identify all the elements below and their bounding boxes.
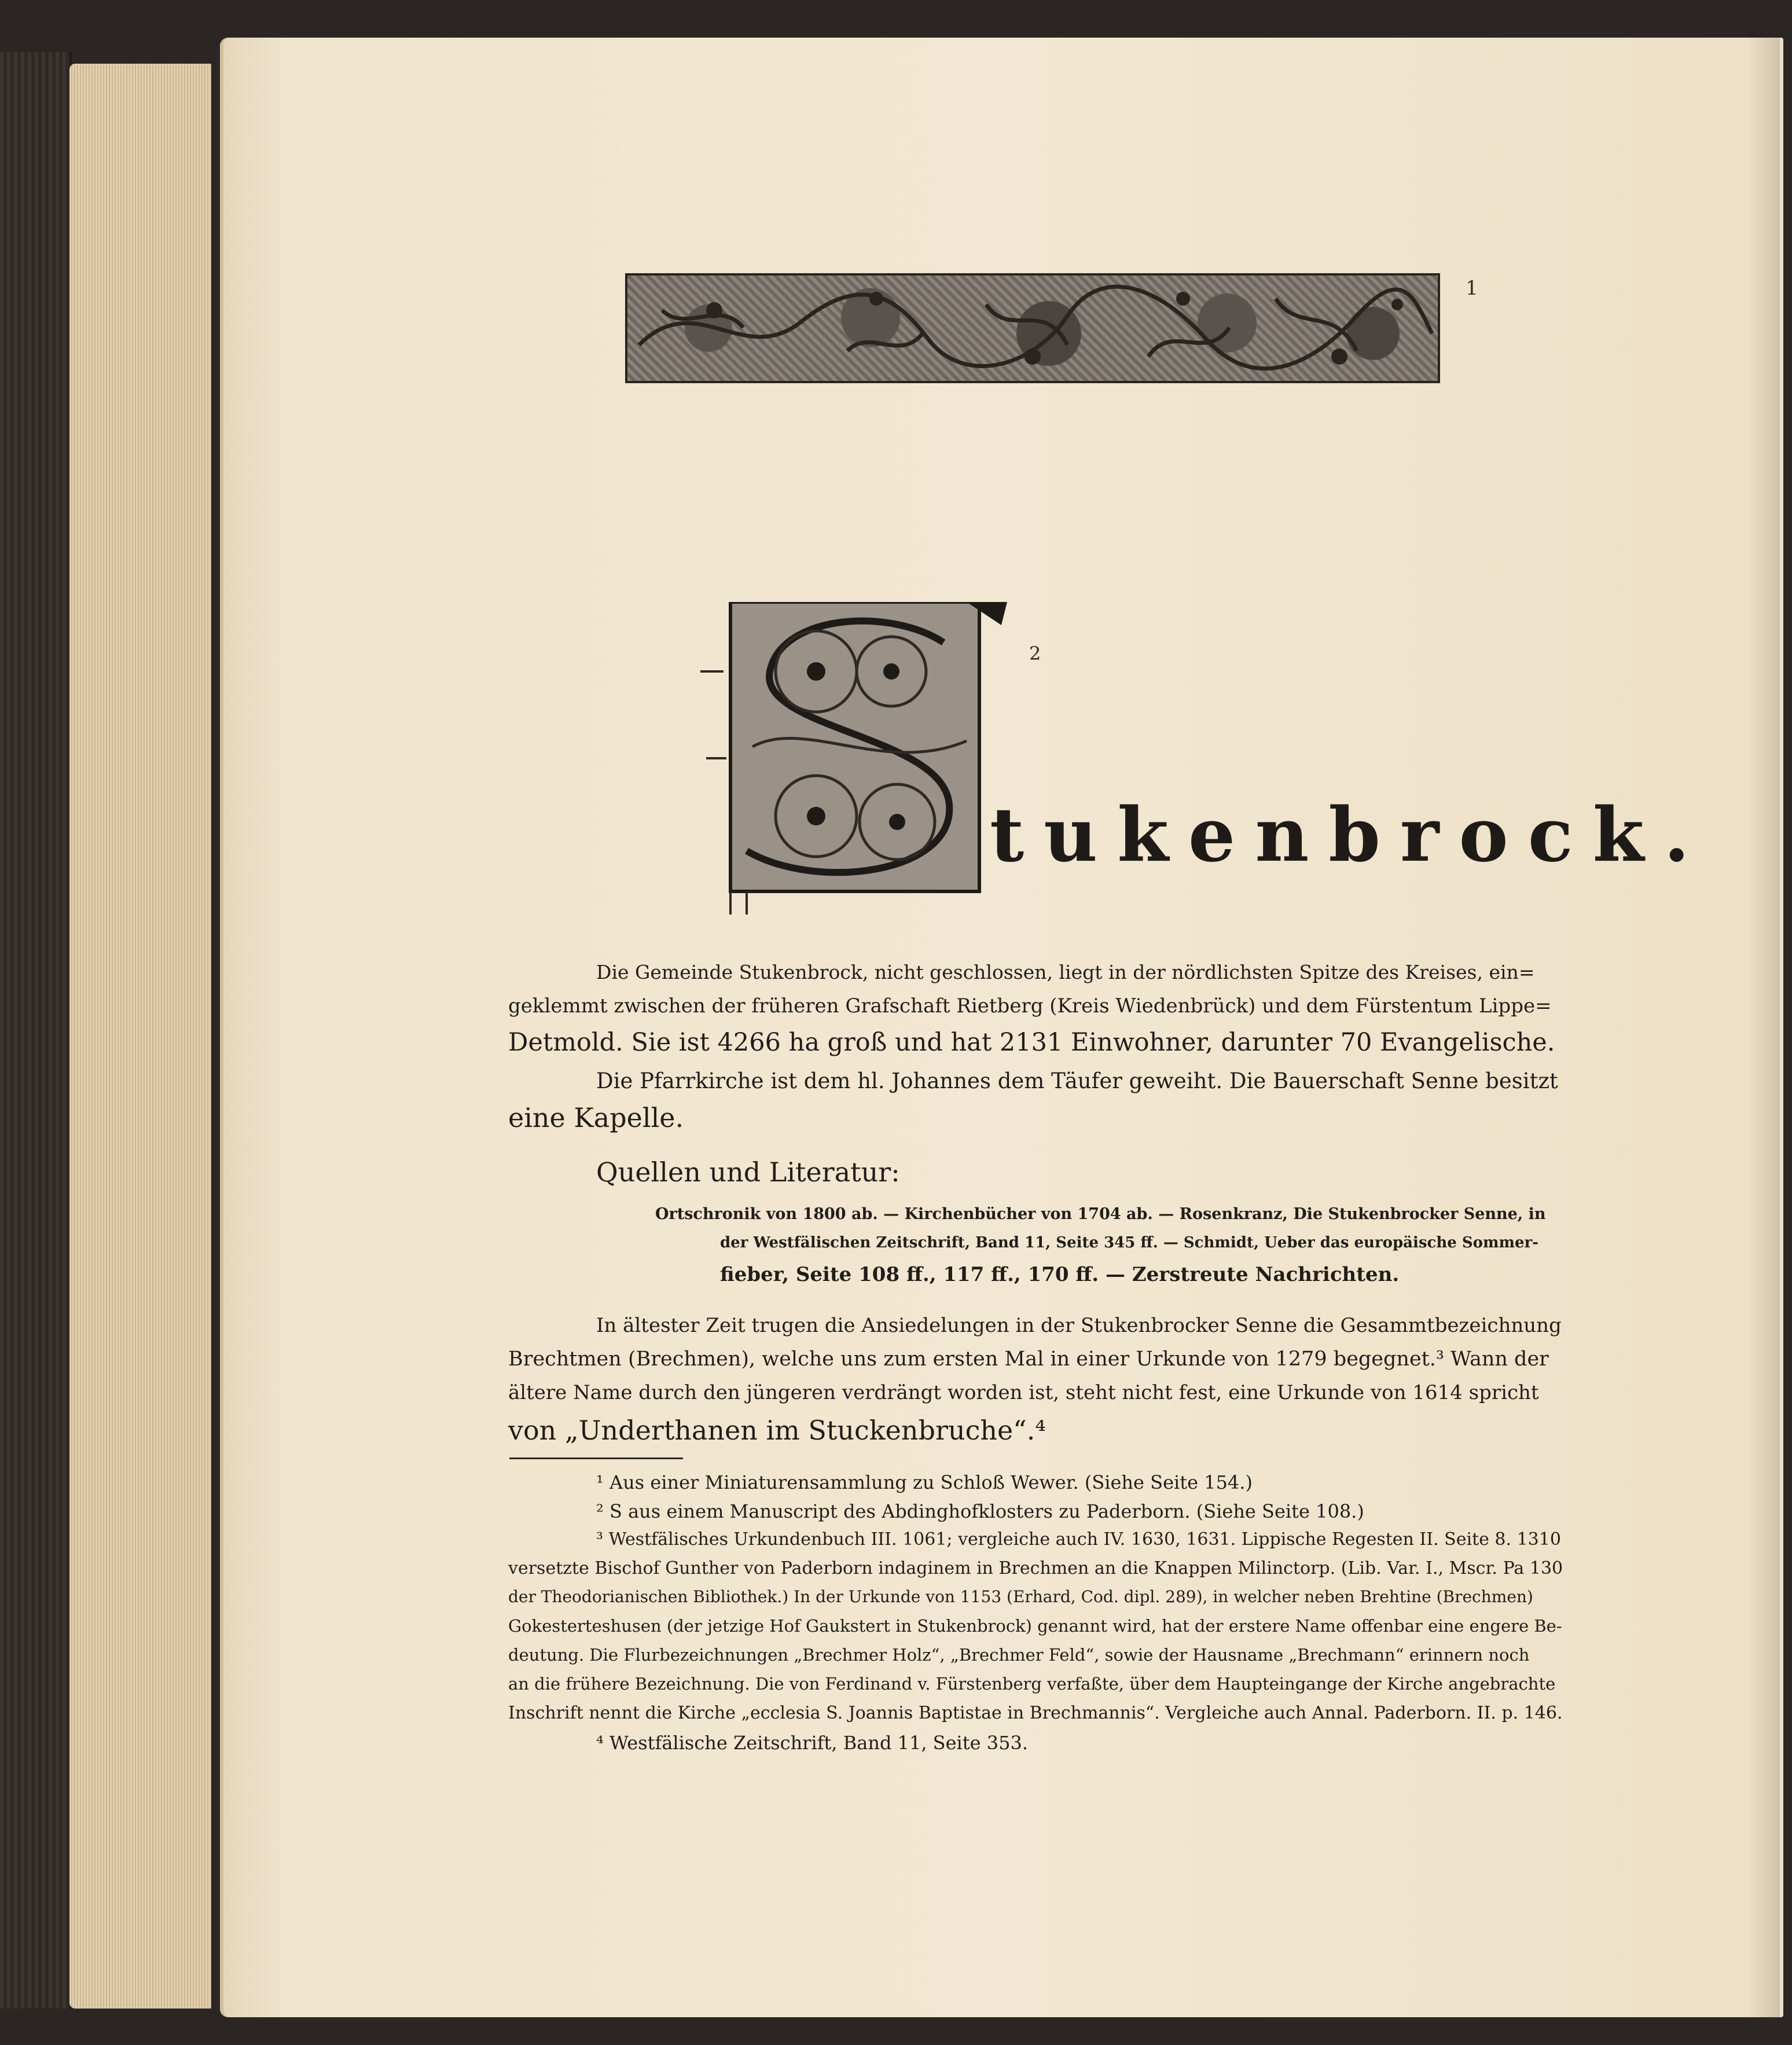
footnote-3-line-3: der Theodorianischen Bibliothek.) In der Urkunde von 1153 (Erhard, Cod. dipl. 289), in welcher neben Brehtine (Brechmen) (508, 1587, 1533, 1606)
footnote-3-line-2: versetzte Bischof Gunther von Paderborn indaginem in Brechmen an die Knappen Milinctorp. (Lib. Var. I., Mscr. Pa 130 (508, 1558, 1563, 1578)
sources-line-3: fieber, Seite 108 ff., 117 ff., 170 ff. — Zerstreute Nachrichten. (720, 1263, 1400, 1286)
page-shadow (1748, 38, 1780, 2017)
body-p3-line-1: In ältester Zeit trugen die Ansiedelungen in der Stukenbrocker Senne die Gesammtbezeichnung (596, 1314, 1562, 1337)
body-p2-line-2: eine Kapelle. (508, 1102, 684, 1133)
footnote-mark-1: 1 (1466, 277, 1478, 300)
footnote-1: ¹ Aus einer Miniaturensammlung zu Schloß Wewer. (Siehe Seite 154.) (596, 1471, 1253, 1493)
footnote-mark-2: 2 (1029, 642, 1041, 664)
body-p1-line-3: Detmold. Sie ist 4266 ha groß und hat 2131 Einwohner, darunter 70 Evangelische. (508, 1028, 1555, 1057)
footnote-3-line-1: ³ Westfälisches Urkundenbuch III. 1061; vergleiche auch IV. 1630, 1631. Lippische Regesten II. Seite 8. 1310 (596, 1529, 1561, 1550)
footnote-3-line-6: an die frühere Bezeichnung. Die von Ferdinand v. Fürstenberg verfaßte, über dem Haupteingange der Kirche angebrachte (508, 1674, 1556, 1694)
body-p3-line-2: Brechtmen (Brechmen), welche uns zum ersten Mal in einer Urkunde von 1279 begegnet.³ Wann der (508, 1348, 1549, 1371)
sources-line-2: der Westfälischen Zeitschrift, Band 11, Seite 345 ff. — Schmidt, Ueber das europäische Sommer- (720, 1234, 1539, 1251)
initial-s-icon (700, 602, 1007, 915)
footnote-3-line-5: deutung. Die Flurbezeichnungen „Brechmer Holz“, „Brechmer Feld“, sowie der Hausname „Brechmann“ erinnern noch (508, 1645, 1530, 1665)
sources-heading: Quellen und Literatur: (596, 1156, 900, 1188)
footnote-3-line-4: Gokesterteshusen (der jetzige Hof Gaukstert in Stukenbrock) genannt wird, hat der erstere Name offenbar eine engere Be- (508, 1616, 1562, 1636)
footnote-2: ² S aus einem Manuscript des Abdinghofklosters zu Paderborn. (Siehe Seite 108.) (596, 1500, 1364, 1522)
footnote-4: ⁴ Westfälische Zeitschrift, Band 11, Seite 353. (596, 1732, 1028, 1754)
page-block-edges (69, 64, 211, 2009)
body-p2-line-1: Die Pfarrkirche ist dem hl. Johannes dem Täufer geweiht. Die Bauerschaft Senne besitzt (596, 1069, 1558, 1093)
ornament-scroll-icon (627, 276, 1438, 381)
footnote-3-line-7: Inschrift nennt die Kirche „ecclesia S. Joannis Baptistae in Brechmannis“. Vergleiche auch Annal. Paderborn. II. p. 146. (508, 1703, 1563, 1723)
footnote-divider (509, 1457, 683, 1459)
body-p3-line-3: ältere Name durch den jüngeren verdrängt worden ist, steht nicht fest, eine Urkunde von 1614 spricht (508, 1381, 1539, 1404)
sources-line-1: Ortschronik von 1800 ab. — Kirchenbücher von 1704 ab. — Rosenkranz, Die Stukenbrocker Senne, in (655, 1205, 1546, 1223)
body-p1-line-1: Die Gemeinde Stukenbrock, nicht geschlossen, liegt in der nördlichsten Spitze des Kreises, ein= (596, 961, 1535, 983)
illuminated-initial (700, 602, 1007, 915)
body-p1-line-2: geklemmt zwischen der früheren Grafschaft Rietberg (Kreis Wiedenbrück) und dem Fürstentum Lippe= (508, 994, 1552, 1018)
page-title-rest: tukenbrock. (990, 792, 1709, 879)
book-cover-edge (0, 52, 72, 2009)
body-p3-line-4: von „Underthanen im Stuckenbruche“.⁴ (508, 1415, 1046, 1446)
ornamental-header-band (625, 273, 1440, 383)
